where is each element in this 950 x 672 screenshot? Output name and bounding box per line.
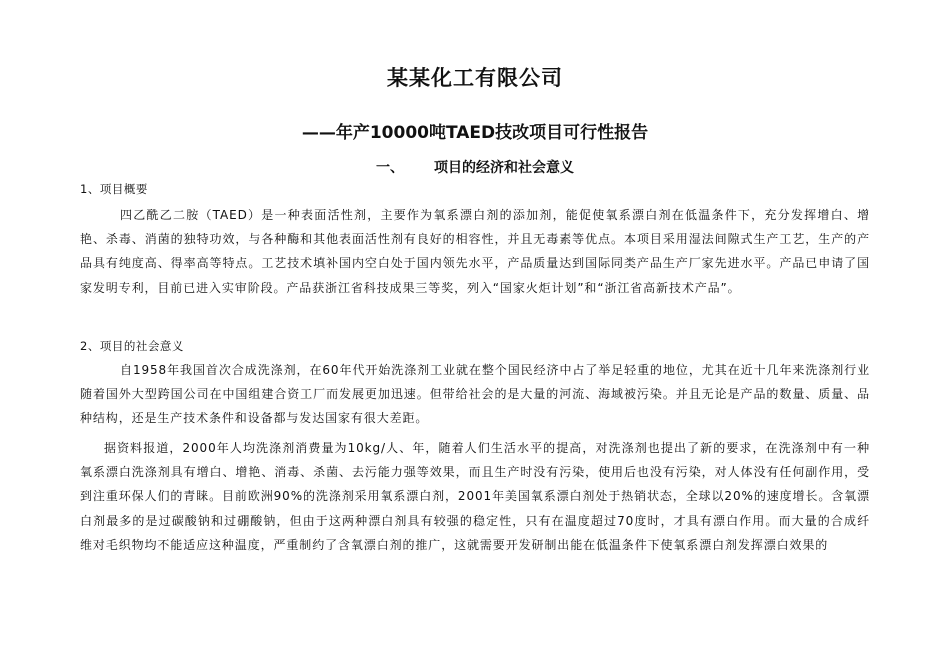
paragraph-data-report: 据资料报道，2000年人均洗涤剂消费量为10kg/人、年，随着人们生活水平的提高，对洗涤剂也提出了新的要求，在洗涤剂中有一种氧系漂白洗涤剂具有增白、增艳、消毒、杀菌、去污能力强等效果，而且生产时没有污染，使用后也没有污染，对人体没有任何副作用，受到注重环保人们的青睐。目前欧洲90%的洗涤剂采用氧系漂白剂，2001年美国氧系漂白剂处于热销状态，全球以20%的速度增长。含氧漂白剂最多的是过碳酸钠和过硼酸钠，但由于这两种漂白剂具有较强的稳定性，只有在温度超过70度时，才具有漂白作用。而大量的合成纤维对毛织物均不能适应这种温度，严重制约了含氧漂白剂的推广，这就需要开发研制出能在低温条件下使氧系漂白剂发挥漂白效果的 bbox=[80, 441, 870, 552]
section-title: 项目的经济和社会意义 bbox=[434, 160, 574, 176]
item2-label: 2、项目的社会意义 bbox=[80, 339, 184, 353]
document-title: 某某化工有限公司 bbox=[387, 66, 563, 90]
section-number: 一、 bbox=[376, 160, 404, 176]
paragraph-social-significance: 自1958年我国首次合成洗涤剂，在60年代开始洗涤剂工业就在整个国民经济中占了举足轻重的地位，尤其在近十几年来洗涤剂行业随着国外大型跨国公司在中国组建合资工厂而发展更加迅速。但带给社会的是大量的河流、海域被污染。并且无论是产品的数量、质量、品种结构，还是生产技术条件和设备都与发达国家有很大差距。 bbox=[80, 363, 870, 426]
document-subtitle: ——年产10000吨TAED技改项目可行性报告 bbox=[301, 123, 649, 143]
section-heading bbox=[0, 157, 950, 177]
item1-label: 1、项目概要 bbox=[80, 182, 148, 196]
paragraph-overview: 四乙酰乙二胺（TAED）是一种表面活性剂，主要作为氧系漂白剂的添加剂，能促使氧系漂白剂在低温条件下，充分发挥增白、增艳、杀毒、消菌的独特功效，与各种酶和其他表面活性剂有良好的相容性，并且无毒素等优点。本项目采用湿法间隙式生产工艺，生产的产品具有纯度高、得率高等特点。工艺技术填补国内空白处于国内领先水平，产品质量达到国际同类产品生产厂家先进水平。产品已申请了国家发明专利，目前已进入实审阶段。产品获浙江省科技成果三等奖，列入“国家火炬计划”和“浙江省高新技术产品”。 bbox=[80, 208, 870, 295]
